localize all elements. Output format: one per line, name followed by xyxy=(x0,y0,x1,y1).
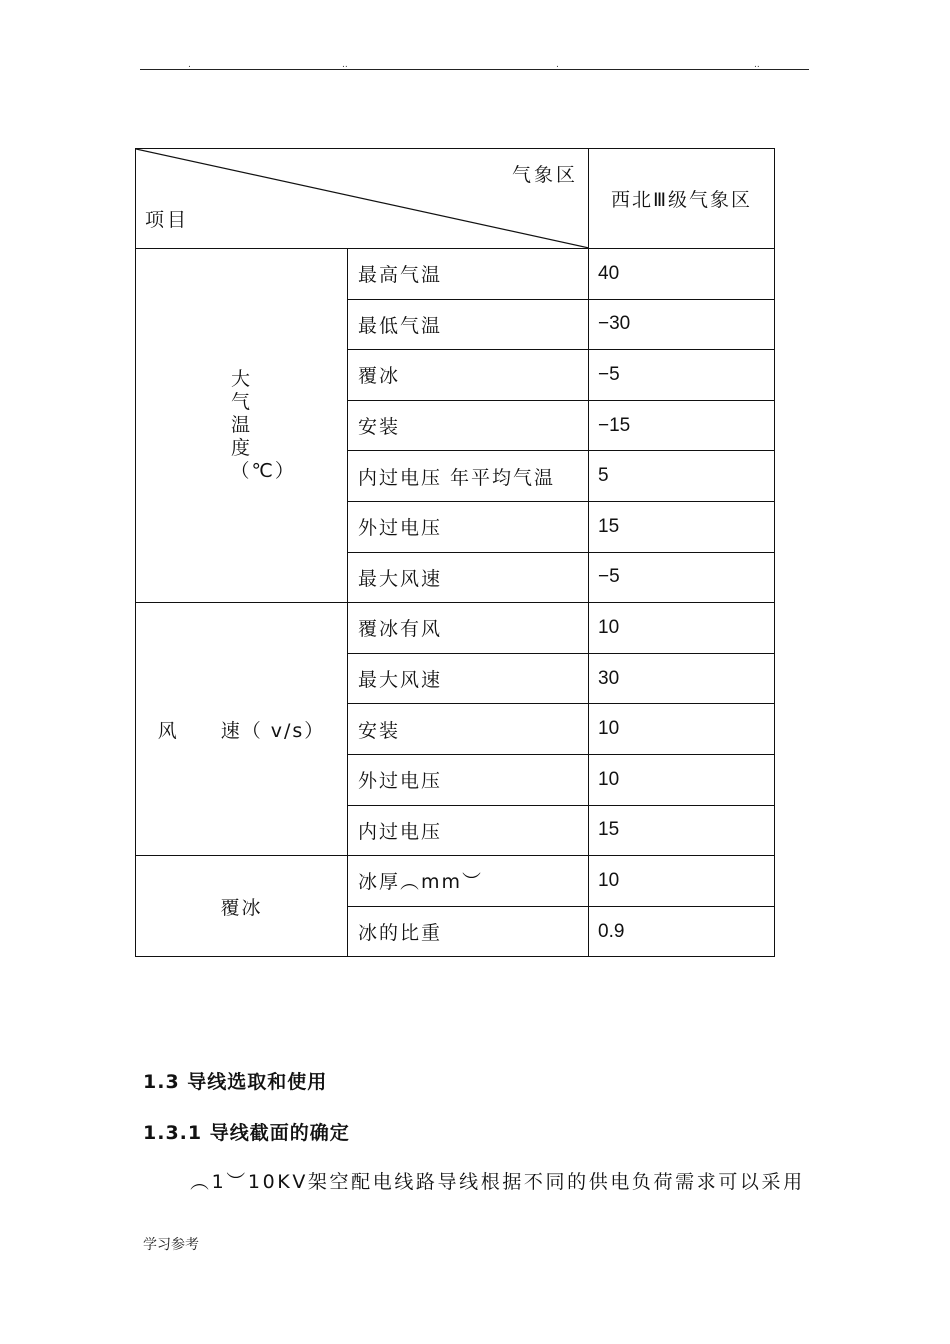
item-cell: 安装 xyxy=(348,704,589,755)
page-footer: 学习参考 xyxy=(143,1237,199,1253)
item-cell: 冰的比重 xyxy=(348,906,589,957)
header-mark: .. xyxy=(342,60,348,70)
column-header: 西北Ⅲ级气象区 xyxy=(589,149,775,249)
subsection-heading: 1.3.1 导线截面的确定 xyxy=(143,1122,350,1144)
group-label-icing: 覆冰 xyxy=(136,856,348,957)
value-cell: 30 xyxy=(589,653,775,704)
header-mark: .. xyxy=(754,60,760,70)
body-paragraph: ︵1︶10KV架空配电线路导线根据不同的供电负荷需求可以采用 xyxy=(190,1171,805,1193)
section-heading: 1.3 导线选取和使用 xyxy=(143,1071,328,1093)
item-cell: 安装 xyxy=(348,400,589,451)
value-cell: 5 xyxy=(589,451,775,502)
value-cell: −15 xyxy=(589,400,775,451)
value-cell: −5 xyxy=(589,552,775,603)
item-cell: 最低气温 xyxy=(348,299,589,350)
group-label-text: 大气温度（℃） xyxy=(230,368,296,483)
header-rule xyxy=(140,69,809,70)
corner-label-zone: 气象区 xyxy=(511,164,578,186)
table-row xyxy=(136,856,775,907)
table-row xyxy=(136,249,775,300)
header-mark: . xyxy=(556,60,559,70)
item-cell: 覆冰有风 xyxy=(348,603,589,654)
value-cell: −5 xyxy=(589,350,775,401)
diagonal-corner-cell xyxy=(136,149,589,249)
item-cell: 最高气温 xyxy=(348,249,589,300)
item-cell: 冰厚︵mm︶ xyxy=(348,856,589,907)
item-cell: 内过电压 xyxy=(348,805,589,856)
item-cell: 外过电压 xyxy=(348,501,589,552)
item-cell: 最大风速 xyxy=(348,552,589,603)
value-cell: 15 xyxy=(589,501,775,552)
value-cell: 10 xyxy=(589,704,775,755)
group-label-wind-speed: 风 速（ v/s） xyxy=(136,603,348,856)
header-mark: . xyxy=(188,60,191,70)
value-cell: 15 xyxy=(589,805,775,856)
value-cell: 10 xyxy=(589,603,775,654)
corner-label-item: 项目 xyxy=(145,209,190,231)
value-cell: 0.9 xyxy=(589,906,775,957)
group-label-temperature xyxy=(136,249,348,603)
value-cell: −30 xyxy=(589,299,775,350)
meteorological-table xyxy=(135,148,775,957)
item-cell: 覆冰 xyxy=(348,350,589,401)
value-cell: 10 xyxy=(589,754,775,805)
item-cell: 最大风速 xyxy=(348,653,589,704)
value-cell: 10 xyxy=(589,856,775,907)
table-row xyxy=(136,603,775,654)
value-cell: 40 xyxy=(589,249,775,300)
item-cell: 内过电压 年平均气温 xyxy=(348,451,589,502)
item-cell: 外过电压 xyxy=(348,754,589,805)
